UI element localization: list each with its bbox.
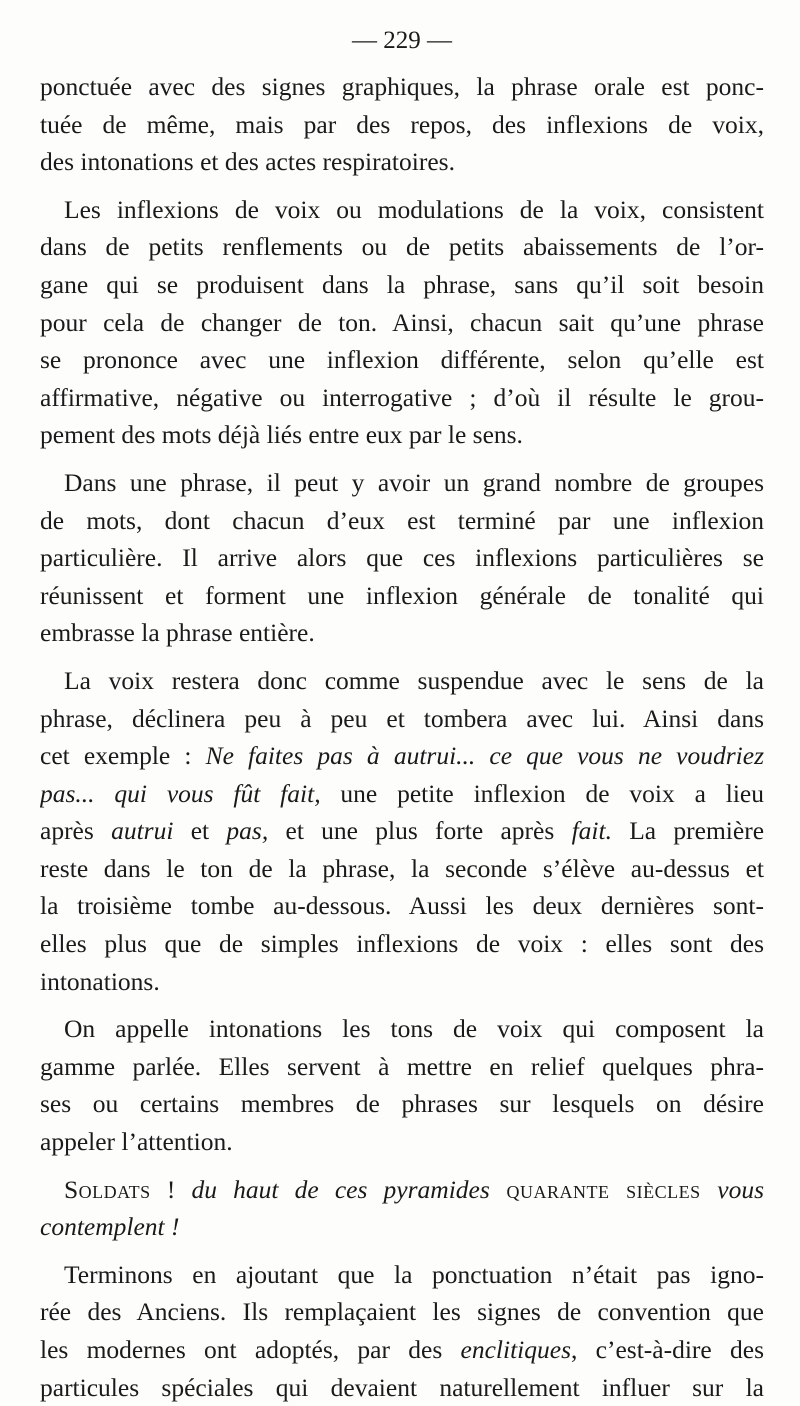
- italic-example: pas... qui vous fût fait,: [40, 778, 321, 808]
- text-line: ponctuée avec des signes graphiques, la phrase orale est ponc-: [40, 72, 764, 101]
- text-run: une petite inflexion de voix a lieu: [320, 778, 764, 808]
- text-line: dans de petits renflements ou de petits abaissements de l’or-: [40, 232, 764, 262]
- text-line: Les inflexions de voix ou modulations de la voix, consistent: [64, 194, 764, 224]
- small-caps-word: Soldats: [64, 1174, 151, 1204]
- text-line: [40, 737, 764, 775]
- text-run: les modernes ont adoptés, par des: [40, 1335, 461, 1364]
- italic-quote: du haut de ces pyramides: [191, 1174, 490, 1204]
- text-line: particules spéciales qui devaient naturellement influer sur la: [40, 1372, 764, 1402]
- italic-word: enclitiques: [460, 1335, 571, 1364]
- text-line: des intonations et des actes respiratoires.: [40, 147, 455, 177]
- text-run: et: [173, 816, 227, 846]
- text-line: réunissent et forment une inflexion générale de tonalité qui: [40, 580, 764, 610]
- text-line: gane qui se produisent dans la phrase, sans qu’il soit besoin: [40, 269, 764, 299]
- italic-word: fait.: [571, 816, 612, 846]
- text-run: La première: [611, 816, 764, 846]
- italic-word: pas,: [226, 816, 269, 846]
- text-run: cet exemple :: [40, 741, 206, 771]
- paragraph-4: [40, 662, 764, 1000]
- italic-word: autrui: [111, 816, 174, 846]
- text-line: affirmative, négative ou interrogative ; d’où il résulte le grou-: [40, 382, 764, 412]
- text-line: tuée de même, mais par des repos, des inflexions de voix,: [40, 109, 764, 139]
- text-line: Dans une phrase, il peut y avoir un grand nombre de groupes: [64, 467, 764, 497]
- quote-paragraph: [40, 1171, 764, 1246]
- text-line: La voix restera donc comme suspendue avec le sens de la: [64, 665, 764, 695]
- text-line: contemplent !: [40, 1212, 180, 1242]
- text-run: après: [40, 816, 112, 846]
- text-run: , c’est-à-dire des: [571, 1335, 764, 1364]
- page-number: — 229 —: [352, 27, 452, 54]
- text-line: embrasse la phrase entière.: [40, 618, 315, 648]
- text-line: pour cela de changer de ton. Ainsi, chacun sait qu’une phrase: [40, 307, 764, 337]
- text-line: On appelle intonations les tons de voix qui composent la: [64, 1014, 764, 1044]
- italic-example: Ne faites pas à autrui... ce que vous ne voudriez: [205, 741, 764, 771]
- text-line: appeler l’attention.: [40, 1127, 233, 1157]
- text-line: pement des mots déjà liés entre eux par le sens.: [40, 420, 523, 450]
- text-line: Terminons en ajoutant que la ponctuation n’était pas igno-: [64, 1259, 764, 1289]
- text-line: gamme parlée. Elles servent à mettre en relief quelques phra-: [40, 1051, 764, 1081]
- text-line: particulière. Il arrive alors que ces inflexions particulières se: [40, 543, 764, 573]
- text-line: [40, 1331, 764, 1369]
- small-caps-word: quarante siècles: [489, 1174, 718, 1204]
- text-line: de mots, dont chacun d’eux est terminé par une inflexion: [40, 505, 764, 535]
- text-line: [40, 1171, 764, 1209]
- text-line: elles plus que de simples inflexions de voix : elles sont des: [40, 929, 764, 959]
- paragraph-2: [40, 191, 764, 454]
- text-line: se prononce avec une inflexion différente, selon qu’elle est: [40, 345, 764, 375]
- text-run: et une plus forte après: [268, 816, 572, 846]
- text-run: !: [150, 1174, 192, 1204]
- text-line: intonations.: [40, 966, 160, 996]
- paragraph-3: [40, 464, 764, 652]
- paragraph-5: [40, 1010, 764, 1160]
- text-line: la troisième tombe au-dessous. Aussi les deux dernières sont-: [40, 891, 764, 921]
- text-line: ses ou certains membres de phrases sur lesquels on désire: [40, 1089, 764, 1119]
- paragraph-1: [40, 68, 764, 181]
- italic-quote: vous: [717, 1174, 764, 1204]
- text-line: reste dans le ton de la phrase, la seconde s’élève au-dessus et: [40, 853, 764, 883]
- text-line: phrase, déclinera peu à peu et tombera avec lui. Ainsi dans: [40, 703, 764, 733]
- text-line: [40, 775, 764, 813]
- paragraph-7: [40, 1256, 764, 1406]
- text-line: [40, 812, 764, 850]
- text-line: rée des Anciens. Ils remplaçaient les signes de convention que: [40, 1297, 764, 1327]
